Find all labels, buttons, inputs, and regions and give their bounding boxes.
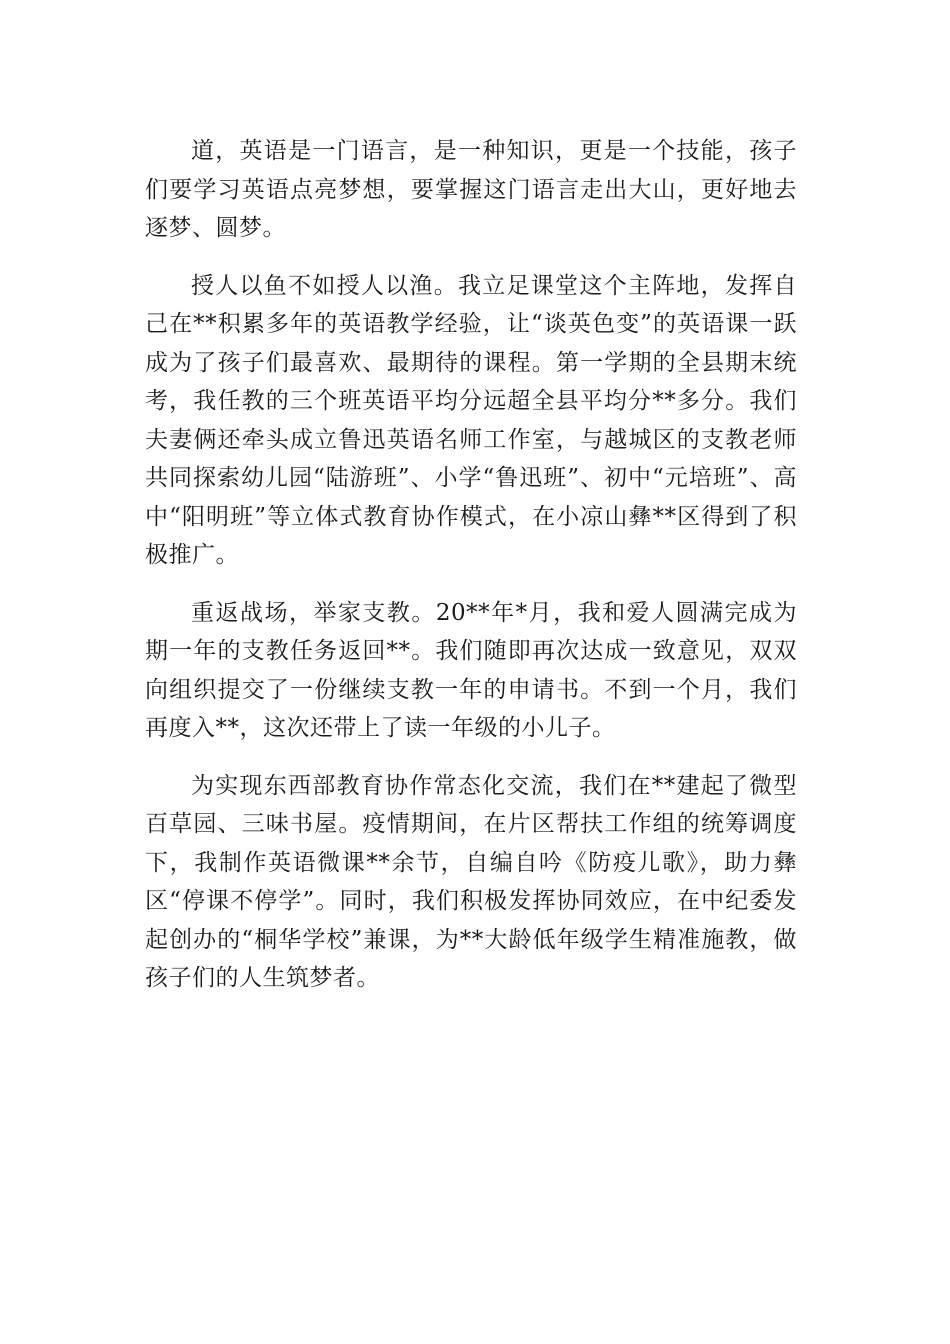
document-body — [145, 132, 797, 998]
paragraph-4: 为实现东西部教育协作常态化交流，我们在**建起了微型百草园、三味书屋。疫情期间，在片区帮扶工作组的统筹调度下，我制作英语微课**余节，自编自吟《防疫儿歌》，助力彝区“停课不停学”。同时，我们积极发挥协同效应，在中纪委发起创办的“桐华学校”兼课，为**大龄低年级学生精准施教，做孩子们的人生筑梦者。 — [145, 772, 797, 991]
paragraph-1: 道，英语是一门语言，是一种知识，更是一个技能，孩子们要学习英语点亮梦想，要掌握这门语言走出大山，更好地去逐梦、圆梦。 — [145, 138, 797, 241]
paragraph-3: 重返战场，举家支教。20**年*月，我和爱人圆满完成为期一年的支教任务返回**。我们随即再次达成一致意见，双双向组织提交了一份继续支教一年的申请书。不到一个月，我们再度入**，这次还带上了读一年级的小儿子。 — [145, 599, 797, 741]
paragraph-2: 授人以鱼不如授人以渔。我立足课堂这个主阵地，发挥自己在**积累多年的英语教学经验，让“谈英色变”的英语课一跃成为了孩子们最喜欢、最期待的课程。第一学期的全县期末统考，我任教的三个班英语平均分远超全县平均分**多分。我们夫妻俩还牵头成立鲁迅英语名师工作室，与越城区的支教老师共同探索幼儿园“陆游班”、小学“鲁迅班”、初中“元培班”、高中“阳明班”等立体式教育协作模式，在小凉山彝**区得到了积极推广。 — [145, 272, 797, 568]
